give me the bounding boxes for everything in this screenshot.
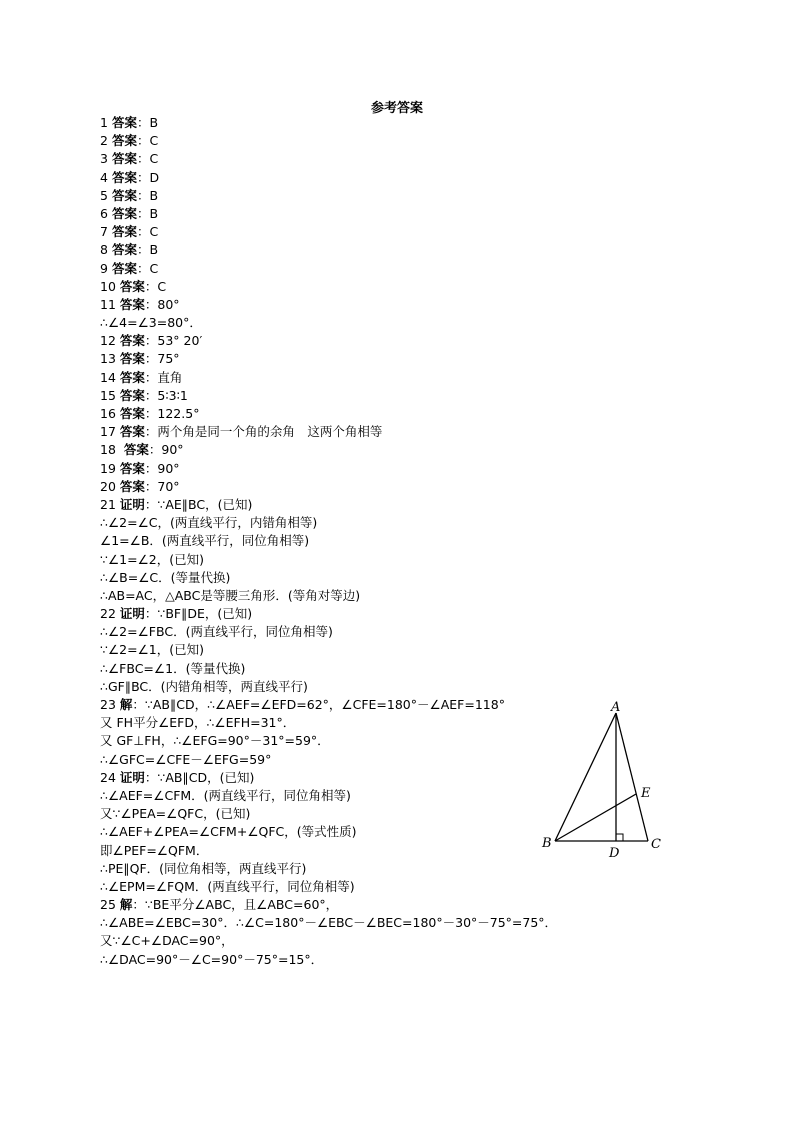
question-number: 21 bbox=[100, 496, 120, 512]
answer-text: ：D bbox=[136, 169, 160, 185]
question-number: 20 bbox=[100, 478, 120, 494]
question-number: 10 bbox=[100, 278, 120, 294]
question-number: 1 bbox=[100, 115, 112, 130]
answer-text: ：C bbox=[136, 260, 159, 276]
answer-line bbox=[100, 369, 700, 387]
answer-keyword: 证明 bbox=[119, 496, 145, 512]
answer-text: ∴∠2=∠C，(两直线平行，内错角相等) bbox=[100, 515, 318, 531]
answer-text: ∴∠B=∠C．(等量代换) bbox=[100, 569, 231, 585]
question-number: 24 bbox=[100, 769, 120, 785]
answer-keyword: 答案 bbox=[111, 115, 137, 130]
label-d: D bbox=[609, 846, 620, 861]
answer-line bbox=[100, 150, 700, 168]
answer-line bbox=[100, 460, 700, 478]
answer-keyword: 答案 bbox=[119, 351, 145, 367]
answer-line bbox=[100, 114, 700, 132]
answer-line bbox=[100, 878, 700, 896]
question-number: 6 bbox=[100, 205, 112, 221]
answer-line bbox=[100, 278, 700, 296]
answer-text: 又 GF⊥FH，∴∠EFG=90°－31°=59°． bbox=[100, 733, 330, 749]
answer-keyword: 答案 bbox=[119, 333, 145, 349]
segment-be bbox=[555, 794, 636, 841]
answer-keyword: 答案 bbox=[119, 278, 145, 294]
answer-keyword: 证明 bbox=[119, 769, 145, 785]
answer-text: 即∠PEF=∠QFM． bbox=[100, 842, 209, 858]
answer-text: ：∵AB∥CD，∴∠AEF=∠EFD=62°，∠CFE=180°－∠AEF=118° bbox=[132, 697, 505, 712]
answer-keyword: 答案 bbox=[111, 151, 137, 167]
answer-keyword: 答案 bbox=[119, 296, 145, 312]
answer-line bbox=[100, 532, 700, 550]
label-b: B bbox=[542, 836, 552, 851]
answer-line bbox=[100, 569, 700, 587]
question-number: 12 bbox=[100, 333, 120, 349]
answer-keyword: 解 bbox=[119, 697, 133, 712]
answer-text: ：C bbox=[144, 278, 167, 294]
answer-keyword: 解 bbox=[119, 897, 133, 913]
label-a: A bbox=[611, 700, 621, 715]
question-number: 11 bbox=[100, 296, 120, 312]
question-number: 8 bbox=[100, 242, 112, 258]
answer-line bbox=[100, 496, 700, 514]
answer-line bbox=[100, 623, 700, 641]
triangle-figure bbox=[537, 700, 667, 865]
question-number: 22 bbox=[100, 606, 120, 622]
segment-ac bbox=[616, 713, 648, 841]
answer-text: ：90° bbox=[148, 442, 184, 458]
answer-line bbox=[100, 296, 700, 314]
answer-text: 又∵∠PEA=∠QFC，(已知) bbox=[100, 806, 251, 822]
question-number: 4 bbox=[100, 169, 112, 185]
answer-line bbox=[100, 932, 700, 950]
answer-text: ：B bbox=[136, 242, 159, 258]
answer-keyword: 答案 bbox=[119, 369, 145, 385]
answer-line bbox=[100, 405, 700, 423]
answer-text: ∴∠DAC=90°－∠C=90°－75°=15°． bbox=[100, 951, 324, 967]
answer-text: ∴∠4=∠3=80°． bbox=[100, 315, 202, 331]
answer-text: ：B bbox=[136, 205, 159, 221]
answer-text: 又∵∠C+∠DAC=90°， bbox=[100, 933, 234, 949]
answer-text: ∴GF∥BC．(内错角相等，两直线平行) bbox=[100, 678, 308, 694]
answer-line bbox=[100, 587, 700, 605]
answer-line bbox=[100, 605, 700, 623]
answer-line bbox=[100, 314, 700, 332]
right-angle-marker bbox=[616, 834, 623, 841]
answer-text: ∴∠GFC=∠CFE－∠EFG=59° bbox=[100, 751, 272, 767]
answer-text: ∴∠EPM=∠FQM．(两直线平行，同位角相等) bbox=[100, 878, 355, 894]
question-number: 17 bbox=[100, 424, 120, 440]
question-number: 9 bbox=[100, 260, 112, 276]
answer-line bbox=[100, 896, 700, 914]
triangle-diagram bbox=[537, 700, 667, 865]
answer-text: ∴PE∥QF．(同位角相等，两直线平行) bbox=[100, 860, 307, 876]
answer-keyword: 证明 bbox=[119, 606, 145, 622]
answer-text: ：5∶3∶1 bbox=[144, 387, 188, 403]
question-number: 23 bbox=[100, 697, 120, 712]
answer-line bbox=[100, 951, 700, 969]
question-number: 25 bbox=[100, 897, 120, 913]
answer-keyword: 答案 bbox=[111, 187, 137, 203]
answer-line bbox=[100, 660, 700, 678]
answer-text: ：53° 20′ bbox=[144, 333, 203, 349]
answer-text: ：80° bbox=[144, 296, 180, 312]
answer-line bbox=[100, 514, 700, 532]
answer-text: ：两个角是同一个角的余角 这两个角相等 bbox=[144, 424, 383, 440]
answer-line bbox=[100, 223, 700, 241]
question-number: 5 bbox=[100, 187, 112, 203]
answer-text: ：122.5° bbox=[144, 406, 200, 421]
answer-text: ：70° bbox=[144, 478, 180, 494]
answer-text: ∵∠2=∠1，(已知) bbox=[100, 642, 204, 658]
answer-keyword: 答案 bbox=[119, 387, 145, 403]
question-number: 15 bbox=[100, 387, 120, 403]
answer-keyword: 答案 bbox=[123, 442, 149, 458]
answer-line bbox=[100, 260, 700, 278]
answer-line bbox=[100, 205, 700, 223]
answer-text: ∴∠2=∠FBC．(两直线平行，同位角相等) bbox=[100, 624, 333, 640]
question-number: 16 bbox=[100, 406, 120, 421]
answer-keyword: 答案 bbox=[119, 406, 145, 421]
answer-keyword: 答案 bbox=[111, 205, 137, 221]
answer-text: ：90° bbox=[144, 460, 180, 476]
answer-text: ：C bbox=[136, 224, 159, 240]
answer-line bbox=[100, 551, 700, 569]
answer-text: ：75° bbox=[144, 351, 180, 367]
answer-text: ∴AB=AC，△ABC是等腰三角形．(等角对等边) bbox=[100, 587, 361, 603]
page-title: 参考答案 bbox=[370, 101, 423, 116]
question-number: 18 bbox=[100, 442, 124, 458]
question-number: 19 bbox=[100, 460, 120, 476]
answer-line bbox=[100, 441, 700, 459]
answer-text: ∴∠AEF+∠PEA=∠CFM+∠QFC，(等式性质) bbox=[100, 824, 357, 840]
answer-text: ：C bbox=[136, 151, 159, 167]
answer-line bbox=[100, 350, 700, 368]
answer-keyword: 答案 bbox=[111, 242, 137, 258]
answer-text: ：∵AE∥BC，(已知) bbox=[144, 496, 253, 512]
answer-text: ∴∠ABE=∠EBC=30°．∴∠C=180°－∠EBC－∠BEC=180°－30°－75°=75°． bbox=[100, 915, 558, 931]
answer-line bbox=[100, 678, 700, 696]
answer-line bbox=[100, 241, 700, 259]
answer-line bbox=[100, 187, 700, 205]
answer-text: 又 FH平分∠EFD，∴∠EFH=31°． bbox=[100, 715, 296, 731]
answer-line bbox=[100, 641, 700, 659]
answer-text: ：∵BF∥DE，(已知) bbox=[144, 606, 253, 622]
answer-text: ∴∠FBC=∠1．(等量代换) bbox=[100, 660, 246, 676]
answer-text: ∴∠AEF=∠CFM．(两直线平行，同位角相等) bbox=[100, 787, 351, 803]
segment-ab bbox=[555, 713, 616, 841]
question-number: 3 bbox=[100, 151, 112, 167]
answer-line bbox=[100, 478, 700, 496]
answer-line bbox=[100, 914, 700, 932]
answer-line bbox=[100, 132, 700, 150]
answer-keyword: 答案 bbox=[111, 224, 137, 240]
answer-keyword: 答案 bbox=[119, 478, 145, 494]
answer-text: ：B bbox=[136, 115, 159, 130]
answer-text: ：C bbox=[136, 133, 159, 149]
question-number: 13 bbox=[100, 351, 120, 367]
answer-text: ：B bbox=[136, 187, 159, 203]
answer-line bbox=[100, 423, 700, 441]
label-c: C bbox=[651, 837, 661, 852]
answer-line bbox=[100, 169, 700, 187]
question-number: 7 bbox=[100, 224, 112, 240]
answer-keyword: 答案 bbox=[111, 133, 137, 149]
question-number: 2 bbox=[100, 133, 112, 149]
answer-keyword: 答案 bbox=[111, 260, 137, 276]
label-e: E bbox=[641, 786, 651, 801]
question-number: 14 bbox=[100, 369, 120, 385]
answer-keyword: 答案 bbox=[119, 424, 145, 440]
answer-text: ∠1=∠B．(两直线平行，同位角相等) bbox=[100, 533, 310, 549]
answer-text: ：∵AB∥CD，(已知) bbox=[144, 769, 255, 785]
answer-text: ∵∠1=∠2，(已知) bbox=[100, 551, 204, 567]
answer-text: ：∵BE平分∠ABC，且∠ABC=60°， bbox=[132, 897, 339, 913]
answer-line bbox=[100, 332, 700, 350]
answer-keyword: 答案 bbox=[111, 169, 137, 185]
answer-line bbox=[100, 387, 700, 405]
answer-text: ：直角 bbox=[144, 369, 183, 385]
answer-keyword: 答案 bbox=[119, 460, 145, 476]
